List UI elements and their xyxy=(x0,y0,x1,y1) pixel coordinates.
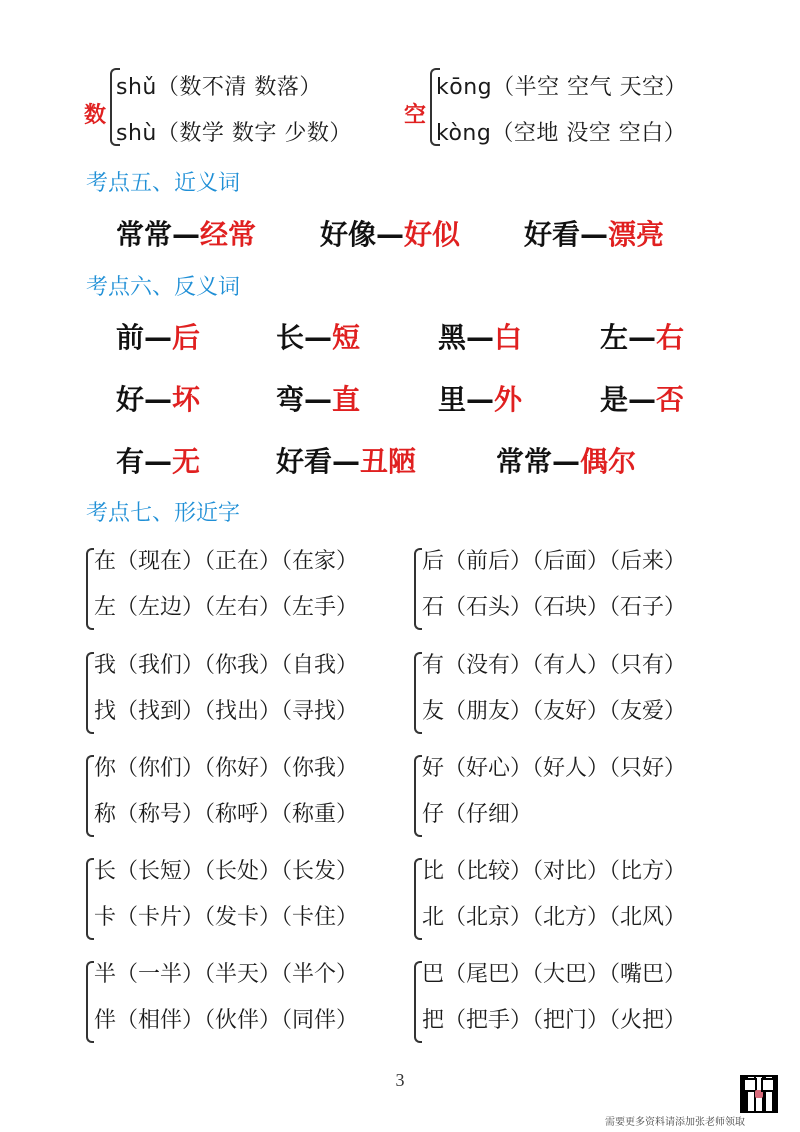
word: 常常 xyxy=(496,445,553,478)
antonym-pair: 前—后 xyxy=(116,321,201,354)
brace xyxy=(86,858,94,940)
answer-word: 否 xyxy=(656,383,685,416)
char-line: 左（左边）（左右）（左手） xyxy=(94,595,359,620)
word: 有 xyxy=(116,445,145,478)
answer-word: 经常 xyxy=(200,218,257,251)
char-line: 友（朋友）（友好）（友爱） xyxy=(422,699,687,724)
char-line: 北（北京）（北方）（北风） xyxy=(422,905,687,930)
antonym-pair: 弯—直 xyxy=(276,383,361,416)
answer-word: 白 xyxy=(494,321,523,354)
antonym-pair: 左—右 xyxy=(600,321,685,354)
brace xyxy=(86,961,94,1043)
word: 里 xyxy=(438,383,467,416)
word: 弯 xyxy=(276,383,305,416)
polyphone-kong xyxy=(404,62,724,152)
brace xyxy=(414,755,422,837)
answer-word: 直 xyxy=(332,383,361,416)
char-line: 有（没有）（有人）（只有） xyxy=(422,653,687,678)
answer-word: 后 xyxy=(172,321,201,354)
char-line: 巴（尾巴）（大巴）（嘴巴） xyxy=(422,962,687,987)
brace xyxy=(86,548,94,630)
antonym-pair: 是—否 xyxy=(600,383,685,416)
antonym-pair: 黑—白 xyxy=(438,321,523,354)
answer-word: 无 xyxy=(172,445,201,478)
antonym-pair: 长—短 xyxy=(276,321,361,354)
answer-word: 外 xyxy=(494,383,523,416)
char-line: 后（前后）（后面）（后来） xyxy=(422,549,687,574)
answer-word: 丑陋 xyxy=(360,445,417,478)
synonym-pair: 好看—漂亮 xyxy=(524,218,665,251)
char-line: 半（一半）（半天）（半个） xyxy=(94,962,359,987)
footer-note: 需要更多资料请添加张老师领取 xyxy=(605,1117,745,1128)
antonym-pair: 常常—偶尔 xyxy=(496,445,637,478)
answer-word: 右 xyxy=(656,321,685,354)
answer-word: 坏 xyxy=(172,383,201,416)
polyphone-char: 数 xyxy=(84,103,107,128)
char-line: 仔（仔细） xyxy=(422,802,533,827)
word: 左 xyxy=(600,321,629,354)
char-line: 比（比较）（对比）（比方） xyxy=(422,859,687,884)
polyphone-reading: kōng（半空 空气 天空） xyxy=(436,75,688,100)
word: 是 xyxy=(600,383,629,416)
polyphone-char: 空 xyxy=(404,103,427,128)
char-line: 把（把手）（把门）（火把） xyxy=(422,1008,687,1033)
char-line: 长（长短）（长处）（长发） xyxy=(94,859,359,884)
char-line: 好（好心）（好人）（只好） xyxy=(422,756,687,781)
polyphone-reading: shǔ（数不清 数落） xyxy=(116,75,322,100)
brace xyxy=(414,961,422,1043)
word: 长 xyxy=(276,321,305,354)
synonym-pair: 常常—经常 xyxy=(116,218,257,251)
antonym-pair: 好看—丑陋 xyxy=(276,445,417,478)
char-line: 石（石头）（石块）（石子） xyxy=(422,595,687,620)
section-heading-synonyms: 考点五、近义词 xyxy=(86,171,241,196)
char-line: 我（我们）（你我）（自我） xyxy=(94,653,359,678)
section-heading-similar-chars: 考点七、形近字 xyxy=(86,501,241,526)
antonym-pair: 有—无 xyxy=(116,445,201,478)
word: 前 xyxy=(116,321,145,354)
answer-word: 短 xyxy=(332,321,361,354)
char-line: 称（称号）（称呼）（称重） xyxy=(94,802,359,827)
polyphone-shu xyxy=(84,62,384,152)
char-line: 找（找到）（找出）（寻找） xyxy=(94,699,359,724)
char-line: 在（现在）（正在）（在家） xyxy=(94,549,359,574)
antonym-pair: 里—外 xyxy=(438,383,523,416)
word: 好看 xyxy=(524,218,581,251)
page-number: 3 xyxy=(395,1070,405,1090)
polyphone-reading: shù（数学 数字 少数） xyxy=(116,121,352,146)
word: 好像 xyxy=(320,218,377,251)
char-line: 卡（卡片）（发卡）（卡住） xyxy=(94,905,359,930)
word: 好看 xyxy=(276,445,333,478)
word: 常常 xyxy=(116,218,173,251)
qr-code-icon xyxy=(740,1075,778,1113)
word: 黑 xyxy=(438,321,467,354)
char-line: 伴（相伴）（伙伴）（同伴） xyxy=(94,1008,359,1033)
answer-word: 好似 xyxy=(404,218,461,251)
brace xyxy=(86,755,94,837)
polyphone-reading: kòng（空地 没空 空白） xyxy=(436,121,687,146)
answer-word: 漂亮 xyxy=(608,218,665,251)
brace xyxy=(414,858,422,940)
antonym-pair: 好—坏 xyxy=(116,383,201,416)
section-heading-antonyms: 考点六、反义词 xyxy=(86,275,241,300)
brace xyxy=(86,652,94,734)
word: 好 xyxy=(116,383,145,416)
char-line: 你（你们）（你好）（你我） xyxy=(94,756,359,781)
answer-word: 偶尔 xyxy=(580,445,637,478)
synonym-pair: 好像—好似 xyxy=(320,218,461,251)
brace xyxy=(414,548,422,630)
brace xyxy=(414,652,422,734)
